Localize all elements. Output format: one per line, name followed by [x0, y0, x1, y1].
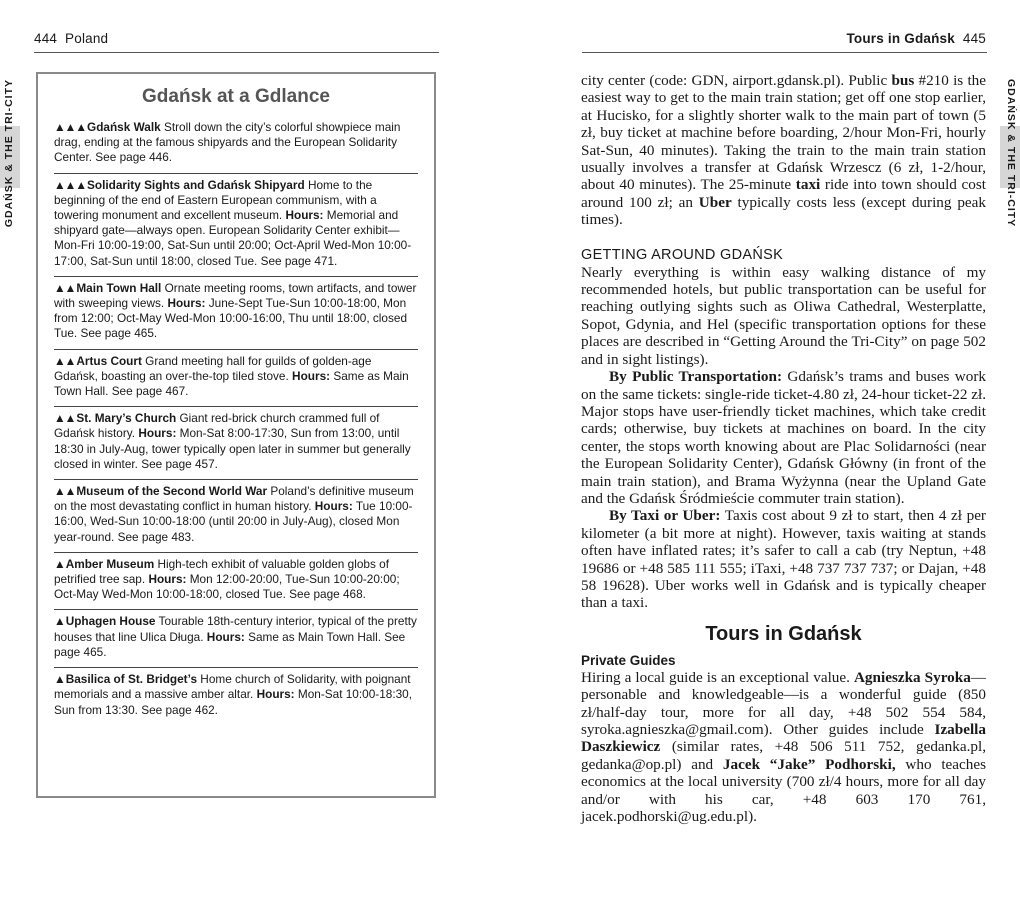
- sight-entry: [54, 610, 418, 668]
- rating-triangles: ▲▲▲: [54, 120, 87, 134]
- hours-label: Hours:: [256, 687, 295, 702]
- body-text: ride into town should cost around 100 zł; an: [581, 176, 986, 211]
- body-text: typically costs less (except during peak times).: [581, 193, 986, 229]
- bold-term: Agnieszka Syroka: [853, 668, 971, 686]
- rating-triangles: ▲▲: [54, 411, 76, 426]
- rating-triangles: ▲: [54, 556, 65, 571]
- sight-description: Grand meeting hall for guilds of golden-age Gdańsk, boasting an over-the-top tiled stove.: [54, 353, 372, 383]
- sight-name: Artus Court: [76, 353, 142, 368]
- rating-triangles: ▲▲: [54, 280, 76, 295]
- sight-name: Museum of the Second World War: [76, 484, 268, 499]
- sight-entry: [54, 407, 418, 480]
- left-side-tab-label: GDAŃSK & THE TRI-CITY: [3, 79, 15, 228]
- right-page-number: 445: [962, 31, 986, 46]
- rating-triangles: ▲: [54, 672, 65, 687]
- rating-triangles: ▲: [54, 614, 65, 629]
- sight-description: Giant red-brick church crammed full of Gdańsk history.: [54, 411, 380, 441]
- bold-term: Jacek “Jake” Podhorski,: [722, 755, 896, 773]
- left-page-number: 444: [34, 31, 58, 46]
- hours-label: Hours:: [148, 572, 187, 587]
- body-text: (similar rates, +48 506 511 752, gedanka.pl, gedanka@op.pl) and: [581, 738, 986, 773]
- sight-name: Amber Museum: [65, 556, 155, 571]
- sight-entry: [54, 277, 418, 350]
- left-running-title: Poland: [65, 31, 109, 46]
- box-title: Gdańsk at a Gdlance: [142, 86, 330, 107]
- bold-term: taxi: [795, 176, 821, 194]
- sight-entry: [54, 174, 418, 277]
- sight-description: June-Sept Tue-Sun 10:00-18:00, Mon from 12:00; Oct-May Wed-Mon 10:00-16:00, Thu until 18:00, closed Tue. See page 465.: [54, 296, 408, 341]
- bold-term: Izabella Daszkiewicz: [581, 721, 986, 756]
- right-header-rule: [582, 52, 987, 53]
- bold-term: Uber: [698, 193, 732, 211]
- left-header-rule: [34, 52, 439, 53]
- sight-description: Mon-Sat 8:00-17:30, Sun from 13:00, until 18:30 in July-Aug, tower typically open later in summer but generally closed in winter. See page 457.: [54, 426, 411, 471]
- sight-entry: [54, 480, 418, 553]
- body-paragraph: [581, 507, 986, 611]
- hours-label: Hours:: [138, 426, 177, 441]
- rating-triangles: ▲▲▲: [54, 177, 87, 192]
- sight-description: Stroll down the city’s colorful showpiece main drag, ending at the famous shipyards and the European Solidarity Center. See page 446.: [54, 120, 401, 165]
- sight-entry: [54, 350, 418, 408]
- sight-entry: [54, 116, 418, 174]
- body-paragraph: [581, 368, 986, 507]
- bold-term: By Taxi or Uber:: [609, 507, 721, 525]
- sight-description: Ornate meeting rooms, town artifacts, and tower with sweeping views.: [54, 280, 417, 311]
- right-running-title: Tours in Gdańsk: [846, 31, 955, 46]
- sight-name: Uphagen House: [65, 614, 156, 629]
- sight-description: High-tech exhibit of valuable golden globs of petrified tree sap.: [54, 556, 389, 587]
- body-text: who teaches economics at the local university (700 zł/4 hours, more for all day and/or with his car, +48 603 170 761, jacek.podhorski@ug.edu.pl).: [581, 755, 987, 826]
- rating-triangles: ▲▲: [54, 484, 76, 499]
- right-text-column: [581, 72, 986, 825]
- sight-description: Tue 10:00-16:00, Wed-Sun 10:00-18:00 (until 20:00 in July-Aug), closed Mon year-round. See page 483.: [54, 499, 413, 544]
- hours-label: Hours:: [314, 499, 353, 514]
- section-heading: Tours in Gdańsk: [705, 622, 862, 645]
- body-paragraph: [581, 264, 986, 368]
- right-side-tab-label: GDAŃSK & THE TRI-CITY: [1005, 79, 1017, 228]
- subsection-heading: GETTING AROUND GDAŃSK: [581, 246, 784, 263]
- sight-entry: [54, 553, 418, 611]
- sights-list: [54, 116, 418, 725]
- sight-name: Main Town Hall: [76, 280, 162, 295]
- sight-description: Memorial and shipyard gate—always open. European Solidarity Center exhibit—Mon-Fri 10:00-19:00, Sat-Sun until 20:00; Oct-April Wed-Mon 10:00-17:00, Sat-Sun until 18:00, closed Tue. See page 471.: [54, 208, 412, 268]
- sight-description: Poland’s definitive museum on the most devastating conflict in human history.: [54, 484, 414, 514]
- sight-description: Mon-Sat 10:00-18:30, Sun from 13:30. See page 462.: [54, 687, 412, 717]
- bold-term: bus: [891, 72, 915, 89]
- body-paragraph: [581, 669, 986, 826]
- sight-name: Gdańsk Walk: [87, 120, 161, 134]
- body-text: #210 is the easiest way to get to the main train station; get off one stop earlier, at Hucisko, for a slightly shorter walk to the main part of town (5 zł, buy ticket at machine before boarding, 2/hour Mon-Fri, hourly Sat-Sun, 40 minutes). Taking the train to the main train station usually involves a transfer at Gdańsk Wrzescz (6 zł, 1-2/hour, about 40 minutes). The 25-minute: [581, 72, 986, 194]
- hours-label: Hours:: [292, 368, 331, 383]
- sight-description: Mon 12:00-20:00, Tue-Sun 10:00-20:00; Oct-May Wed-Mon 10:00-18:00, closed Tue. See page 468.: [54, 572, 400, 602]
- sight-description: Same as Main Town Hall. See page 467.: [54, 368, 409, 399]
- hours-label: Hours:: [167, 296, 206, 311]
- right-running-head: [846, 31, 986, 46]
- hours-label: Hours:: [206, 629, 245, 644]
- sight-name: Basilica of St. Bridget’s: [65, 672, 198, 687]
- hours-label: Hours:: [285, 208, 324, 223]
- body-paragraph: [581, 72, 986, 229]
- at-a-glance-box: [36, 72, 436, 798]
- body-text: Nearly everything is within easy walking distance of my recommended hotels, but public transportation can be useful for reaching outlying sights such as Oliwa Cathedral, Westerplatte, Sopot, Gdynia, and Hel (specific transportation options for these places are described in “Getting Around the Tri-City” on page 502 and in sight listings).: [581, 263, 986, 368]
- rating-triangles: ▲▲: [54, 353, 76, 368]
- body-text: —personable and knowledgeable—is a wonderful guide (850 zł/half-day tour, more for all day, +48 502 554 584, syroka.agnieszka@gmail.com). Other guides include: [581, 668, 986, 738]
- sight-entry: [54, 668, 418, 725]
- sight-description: Home to the beginning of the end of Eastern European communism, with a towering monument and excellent museum.: [54, 177, 377, 223]
- minor-heading: Private Guides: [581, 652, 676, 668]
- bold-term: By Public Transportation:: [609, 368, 783, 386]
- body-text: city center (code: GDN, airport.gdansk.pl). Public: [581, 72, 892, 89]
- body-text: Taxis cost about 9 zł to start, then 4 zł per kilometer (a bit more at night). However, taxis waiting at stands often have inflated rates; it’s safer to call a cab (try Neptun, +48 19686 or +48 585 111 555; iTaxi, +48 737 737 737; or Dajan, +48 58 19628). Uber works well in Gdańsk and is typically cheaper than a taxi.: [581, 507, 986, 612]
- sight-name: St. Mary’s Church: [76, 411, 177, 426]
- sight-name: Solidarity Sights and Gdańsk Shipyard: [87, 177, 305, 192]
- body-text: Hiring a local guide is an exceptional value.: [581, 668, 854, 686]
- right-page: [510, 0, 1020, 907]
- sight-description: Same as Main Town Hall. See page 465.: [54, 629, 406, 659]
- body-text: Gdańsk’s trams and buses work on the same tickets: single-ride ticket-4.80 zł, 24-hour ticket-22 zł. Major stops have user-friendly ticket machines, which take credit cards; otherwise, buy tickets at machines on board. In the city center, the stops worth knowing about are Plac Solidarności (near the European Solidarity Center), Gdańsk Główny (in front of the main train station), and Brama Wyżynna (near the Upland Gate and the Gdańsk Śródmieście commuter train station).: [581, 368, 986, 507]
- left-running-head: [34, 31, 108, 46]
- sight-description: Tourable 18th-century interior, typical of the pretty houses that line Ulica Długa.: [54, 614, 417, 644]
- sight-description: Home church of Solidarity, with poignant memorials and a massive amber altar.: [54, 672, 411, 702]
